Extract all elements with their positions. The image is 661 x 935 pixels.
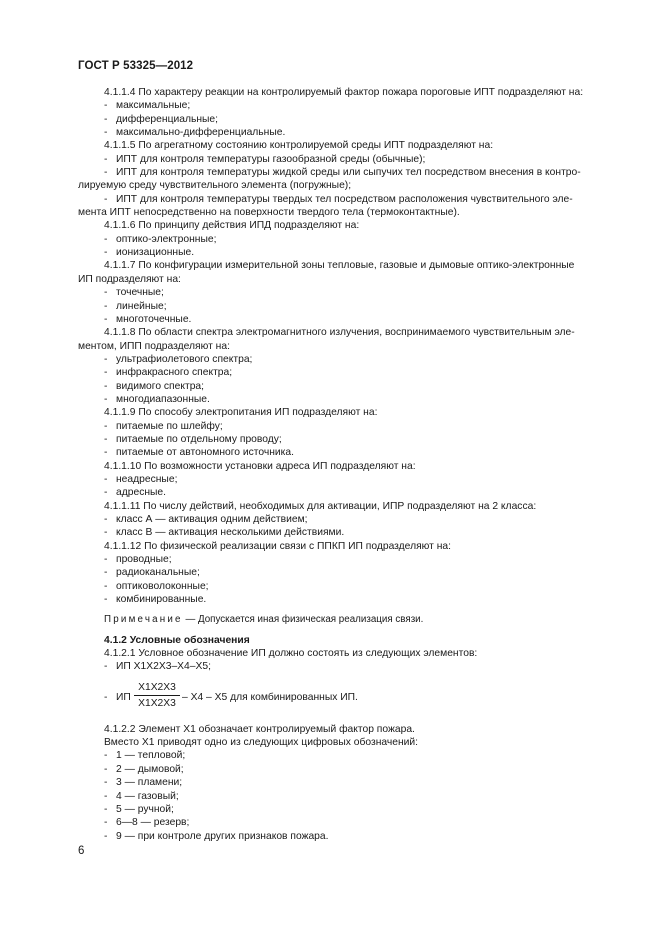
list-item: - ультрафиолетового спектра;	[104, 353, 253, 365]
list-item: - питаемые по шлейфу;	[104, 420, 223, 432]
list-item: - точечные;	[104, 287, 164, 299]
list-item: - оптико-электронные;	[104, 233, 217, 245]
list-item: - инфракрасного спектра;	[104, 367, 233, 379]
formula-denominator: Х1Х2Х3	[138, 697, 176, 709]
formula-combined: - ИП Х1Х2Х3 Х1Х2Х3 – Х4 – Х5 для комбинированных ИП.	[104, 681, 358, 709]
note	[78, 613, 618, 626]
paragraph-lead: 4.1.1.7 По конфигурации измерительной зоны тепловые, газовые и дымовые оптико-электронные	[104, 260, 575, 272]
formula-fraction	[134, 681, 180, 710]
list-item-continuation: лируемую среду чувствительного элемента (погружные);	[78, 180, 352, 192]
paragraph-lead: 4.1.1.12 По физической реализации связи с ППКП ИП подразделяют на:	[104, 540, 451, 552]
list-item: - питаемые по отдельному проводу;	[104, 433, 282, 445]
list-item: - комбинированные.	[104, 594, 207, 606]
paragraph-continuation: ментом, ИПП подразделяют на:	[78, 340, 230, 352]
paragraph-lead: 4.1.2.1 Условное обозначение ИП должно состоять из следующих элементов:	[104, 648, 478, 660]
paragraph-lead: 4.1.1.8 По области спектра электромагнитного излучения, воспринимаемого чувствительным эле-	[104, 327, 575, 339]
standard-title: ГОСТ Р 53325—2012	[78, 60, 194, 72]
note-text: — Допускается иная физическая реализация связи.	[182, 614, 424, 626]
list-item: - 6—8 — резерв;	[104, 817, 190, 829]
list-item: - неадресные;	[104, 473, 178, 485]
list-item: - многодиапазонные.	[104, 393, 210, 405]
paragraph: Вместо Х1 приводят одно из следующих цифровых обозначений:	[104, 737, 419, 749]
note-label: Примечание	[104, 614, 183, 626]
section-heading: 4.1.2 Условные обозначения	[104, 634, 250, 646]
list-item: - ионизационные.	[104, 247, 195, 259]
list-item: - дифференциальные;	[104, 113, 218, 125]
list-item: - максимальные;	[104, 100, 191, 112]
list-item: - 2 — дымовой;	[104, 763, 184, 775]
list-item: - многоточечные.	[104, 313, 192, 325]
list-item: - ИПТ для контроля температуры твердых тел посредством расположения чувствительного эле-	[104, 193, 573, 205]
list-item: - ИПТ для контроля температуры газообразной среды (обычные);	[104, 153, 426, 165]
paragraph-lead: 4.1.1.6 По принципу действия ИПД подразделяют на:	[104, 220, 360, 232]
paragraph-lead: 4.1.1.9 По способу электропитания ИП подразделяют на:	[104, 407, 378, 419]
list-item: - ИП Х1Х2Х3–Х4–Х5;	[104, 661, 211, 673]
list-item: - 3 — пламени;	[104, 777, 183, 789]
page-number: 6	[78, 845, 85, 857]
paragraph-lead: 4.1.1.4 По характеру реакции на контролируемый фактор пожара пороговые ИПТ подразделяют на:	[104, 87, 584, 98]
list-item: - максимально-дифференциальные.	[104, 127, 286, 139]
list-item: - 9 — при контроле других признаков пожара.	[104, 830, 329, 842]
list-item: - линейные;	[104, 300, 167, 312]
list-item: - класс А — активация одним действием;	[104, 514, 308, 525]
list-item: - 1 — тепловой;	[104, 750, 186, 762]
paragraph-lead: 4.1.1.11 По числу действий, необходимых для активации, ИПР подразделяют на 2 класса:	[104, 500, 537, 512]
list-item: - класс В — активация несколькими действиями.	[104, 527, 345, 539]
list-item: - адресные.	[104, 487, 167, 499]
formula-rest: – Х4 – Х5 для комбинированных ИП.	[182, 691, 358, 703]
paragraph-lead: 4.1.1.5 По агрегатному состоянию контролируемой среды ИПТ подразделяют на:	[104, 140, 494, 152]
list-item: - 4 — газовый;	[104, 790, 179, 802]
list-item: - питаемые от автономного источника.	[104, 447, 294, 459]
list-item-continuation: мента ИПТ непосредственно на поверхности твердого тела (термоконтактные).	[78, 207, 460, 219]
paragraph-continuation: ИП подразделяют на:	[78, 273, 181, 285]
formula-numerator: Х1Х2Х3	[134, 681, 180, 696]
list-item: - проводные;	[104, 554, 172, 566]
page-body	[78, 86, 618, 843]
formula-prefix: ИП	[116, 691, 131, 703]
list-item: - 5 — ручной;	[104, 803, 174, 815]
list-item: - оптиковолоконные;	[104, 580, 209, 592]
list-item: - радиоканальные;	[104, 567, 200, 579]
list-item: - ИПТ для контроля температуры жидкой среды или сыпучих тел посредством внесения в контро-	[104, 167, 581, 179]
paragraph: 4.1.2.2 Элемент Х1 обозначает контролируемый фактор пожара.	[104, 723, 415, 735]
list-item: - видимого спектра;	[104, 380, 205, 392]
paragraph-lead: 4.1.1.10 По возможности установки адреса ИП подразделяют на:	[104, 460, 416, 472]
